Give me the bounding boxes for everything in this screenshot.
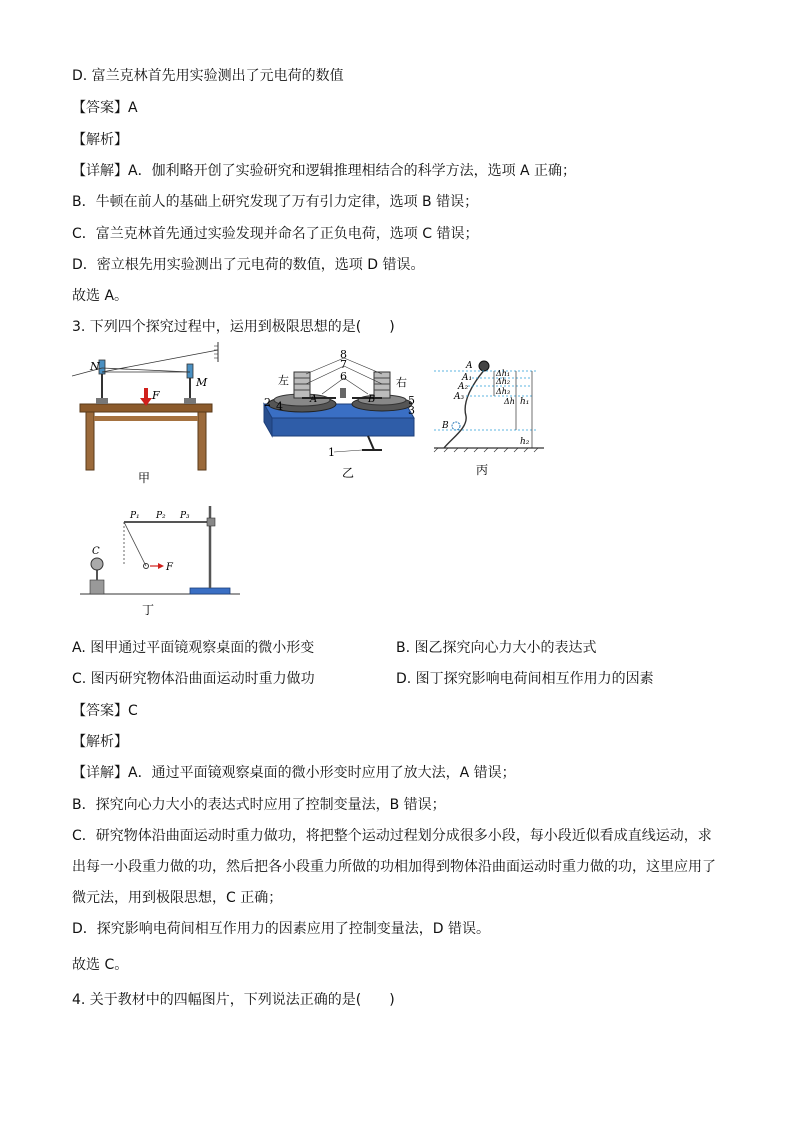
figure-jia: [72, 342, 232, 492]
detail-b: B．探究向心力大小的表达式时应用了控制变量法，B 错误；: [72, 797, 446, 813]
detail-c-line3: 微元法，用到极限思想，C 正确；: [72, 890, 283, 906]
label-a1: A₁: [462, 373, 473, 383]
label-8: 8: [340, 348, 347, 361]
label-dh1: Δh₁: [496, 369, 511, 378]
option-d: D. 图丁探究影响电荷间相互作用力的因素: [396, 671, 654, 687]
detail-b: B．牛顿在前人的基础上研究发现了万有引力定律，选项 B 错误；: [72, 194, 479, 210]
option-d-text: D. 富兰克林首先用实验测出了元电荷的数值: [72, 68, 344, 84]
label-4: 4: [276, 400, 283, 413]
figure-yi: [256, 344, 424, 484]
detail-c-line1: C．研究物体沿曲面运动时重力做功，将把整个运动过程划分成很多小段，每小段近似看成直线运动，求: [72, 828, 712, 844]
label-a: A: [310, 394, 318, 405]
label-right: 右: [396, 376, 407, 389]
label-f: F: [166, 562, 173, 573]
caption-bing: 丙: [476, 463, 489, 477]
label-a3: A₃: [454, 392, 465, 402]
label-a: A: [466, 361, 473, 371]
label-1: 1: [328, 446, 335, 459]
detail-a: 【详解】A．伽利略开创了实验研究和逻辑推理相结合的科学方法，选项 A 正确；: [72, 163, 577, 179]
detail-c-line2: 出每一小段重力做的功，然后把各小段重力所做的功相加得到物体沿曲面运动时重力做的功，这里应用了: [72, 859, 716, 875]
label-h1: h₁: [520, 397, 530, 407]
detail-a: 【详解】A．通过平面镜观察桌面的微小形变时应用了放大法，A 错误；: [72, 765, 516, 781]
option-a: A. 图甲通过平面镜观察桌面的微小形变: [72, 640, 315, 656]
label-n: N: [90, 360, 100, 373]
label-h2: h₂: [520, 437, 530, 447]
analysis-label: 【解析】: [72, 734, 128, 750]
label-dh3: Δh₃: [496, 387, 511, 396]
detail-d: D．探究影响电荷间相互作用力的因素应用了控制变量法，D 错误。: [72, 921, 491, 937]
label-p2: P₂: [156, 511, 166, 521]
label-2: 2: [264, 396, 271, 409]
label-left: 左: [278, 374, 289, 387]
label-m: M: [196, 376, 208, 389]
question-4-stem: 4. 关于教材中的四幅图片，下列说法正确的是( ): [72, 992, 395, 1008]
answer-line: 【答案】A: [72, 100, 138, 116]
label-b: B: [442, 421, 449, 431]
analysis-label: 【解析】: [72, 132, 128, 148]
label-3: 3: [408, 404, 415, 417]
detail-d: D．密立根先用实验测出了元电荷的数值，选项 D 错误。: [72, 257, 425, 273]
label-f: F: [152, 389, 160, 402]
caption-ding: 丁: [142, 603, 155, 617]
question-3-stem: 3. 下列四个探究过程中，运用到极限思想的是( ): [72, 319, 395, 335]
label-dh: Δh: [504, 397, 515, 406]
label-6: 6: [340, 370, 347, 383]
conclusion: 故选 A。: [72, 288, 129, 304]
option-c: C. 图丙研究物体沿曲面运动时重力做功: [72, 671, 315, 687]
option-b: B. 图乙探究向心力大小的表达式: [396, 640, 597, 656]
answer-line: 【答案】C: [72, 703, 138, 719]
label-5: 5: [408, 394, 415, 407]
caption-yi: 乙: [342, 466, 355, 480]
figure-bing: [432, 354, 544, 484]
figure-ding: [80, 502, 244, 620]
label-b: B: [368, 394, 376, 405]
label-7: 7: [340, 358, 347, 371]
label-dh2: Δh₂: [496, 377, 511, 386]
label-c: C: [92, 546, 100, 557]
conclusion: 故选 C。: [72, 957, 129, 973]
label-p1: P₁: [130, 511, 140, 521]
label-a2: A₂: [458, 382, 469, 392]
caption-jia: 甲: [138, 471, 151, 485]
label-p3: P₃: [180, 511, 190, 521]
detail-c: C．富兰克林首先通过实验发现并命名了正负电荷，选项 C 错误；: [72, 226, 479, 242]
